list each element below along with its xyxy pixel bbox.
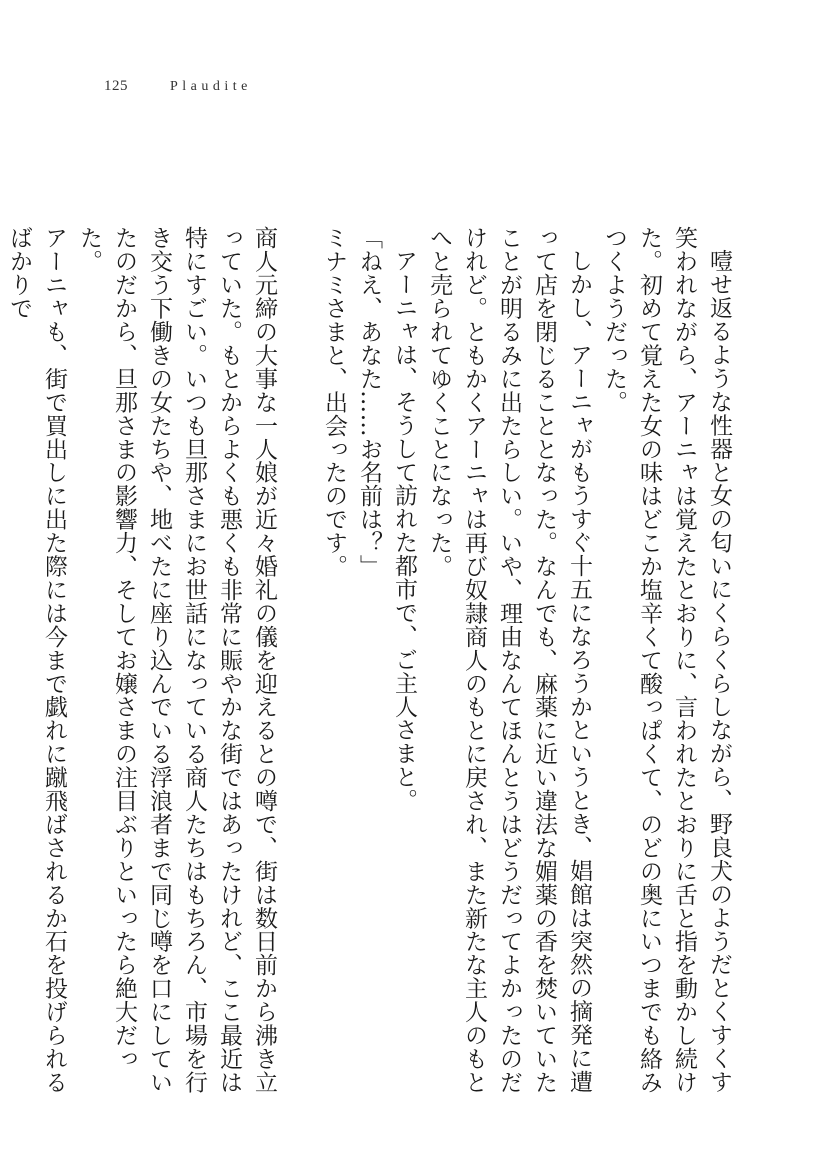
page-number: 125 <box>104 78 128 94</box>
paragraph: しかし、アーニャがもうすぐ十五になろうかというとき、娼館は突然の摘発に遭って店を閉じることとなった。なんでも、麻薬に近い違法な媚薬の香を焚いていたことが明るみに出たらしい。いや、理由なんてほんとうはどうだってよかったのだけれど。ともかくアーニャは再び奴隷商人のもとに戻され、また新たな主人のもとへと売られてゆくことになった。 <box>426 226 592 1094</box>
paragraph: 商人元締の大事な一人娘が近々婚礼の儀を迎えるとの噂で、街は数日前から沸き立っていた。もとからよくも悪くも非常に賑やかな街ではあったけれど、ここ最近は特にすごい。いつも旦那さまにお世話になっている商人たちはもちろん、市場を行き交う下働きの女たちや、地べたに座り込んでいる浮浪者まで同じ噂を口にしていたのだから、旦那さまの影響力、そしてお嬢さまの注目ぶりといったら絶大だった。 <box>76 226 277 1094</box>
body-text <box>6 226 736 1106</box>
dialogue-line: 「ねえ、あなた……お名前は？」 <box>356 226 382 578</box>
page-header <box>104 78 252 95</box>
section-break <box>281 226 316 1106</box>
paragraph: アーニャは、そうして訪れた都市で、ご主人さまと。 <box>391 249 417 812</box>
paragraph: 噎せ返るような性器と女の匂いにくらくらしながら、野良犬のようだとくすくす笑われながら、アーニャは覚えたとおりに、言われたとおりに舌と指を動かし続けた。初めて覚えた女の味はどこか塩辛くて酸っぱくて、のどの奥にいつまでも絡みつくようだった。 <box>601 226 732 1094</box>
paragraph: ミナミさまと、出会ったのです。 <box>321 226 347 578</box>
running-title: Plaudite <box>170 79 252 94</box>
paragraph: アーニャも、街で買出しに出た際には今まで戯れに蹴飛ばされるか石を投げられるばかりで <box>6 226 67 1094</box>
